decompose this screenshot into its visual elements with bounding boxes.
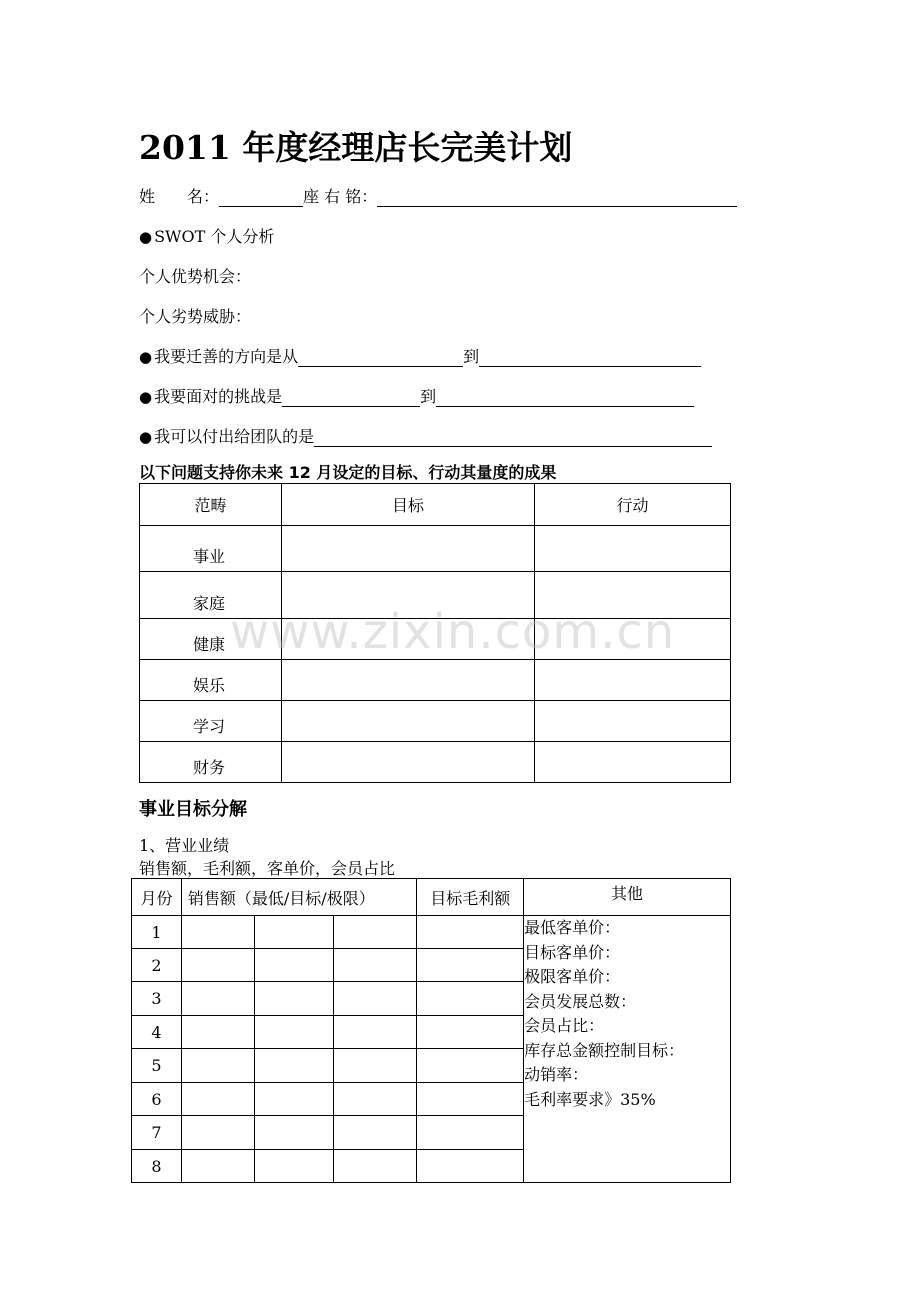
goals-category-cell: 学习 bbox=[140, 701, 282, 742]
other-item: 毛利率要求》35% bbox=[524, 1089, 656, 1109]
improve-to: 到 bbox=[463, 347, 480, 366]
goals-row bbox=[140, 660, 731, 701]
sales-max-cell[interactable] bbox=[333, 1116, 417, 1150]
gross-cell[interactable] bbox=[417, 1016, 524, 1049]
gross-cell[interactable] bbox=[417, 982, 524, 1016]
challenge-text: 我要面对的挑战是 bbox=[154, 387, 283, 406]
improve-from-field[interactable] bbox=[298, 348, 463, 367]
month-cell: 1 bbox=[132, 916, 182, 949]
goals-goal-cell[interactable] bbox=[282, 526, 535, 572]
improve-to-field[interactable] bbox=[479, 348, 701, 367]
goals-row bbox=[140, 701, 731, 742]
motto-label: 座 右 铭： bbox=[303, 187, 378, 206]
month-cell: 5 bbox=[132, 1049, 182, 1083]
challenge-to-field[interactable] bbox=[436, 388, 694, 407]
sales-target-cell[interactable] bbox=[254, 1150, 333, 1183]
challenge-line bbox=[139, 384, 694, 407]
sales-max-cell[interactable] bbox=[333, 916, 417, 949]
month-cell: 6 bbox=[132, 1083, 182, 1116]
name-motto-line bbox=[139, 184, 737, 207]
improve-text: 我要迁善的方向是从 bbox=[154, 347, 299, 366]
other-item: 动销率： bbox=[524, 1065, 589, 1084]
sales-target-cell[interactable] bbox=[254, 1049, 333, 1083]
bullet-icon: ● bbox=[139, 388, 153, 406]
sales-target-cell[interactable] bbox=[254, 916, 333, 949]
sales-min-cell[interactable] bbox=[181, 916, 254, 949]
bullet-icon: ● bbox=[139, 228, 153, 246]
goals-row bbox=[140, 526, 731, 572]
strength-label: 个人优势机会： bbox=[139, 267, 252, 286]
gross-cell[interactable] bbox=[417, 1150, 524, 1183]
challenge-from-field[interactable] bbox=[282, 388, 420, 407]
month-cell: 7 bbox=[132, 1116, 182, 1150]
sales-header-month: 月份 bbox=[132, 879, 182, 916]
sales-max-cell[interactable] bbox=[333, 982, 417, 1016]
other-item: 库存总金额控制目标： bbox=[524, 1040, 685, 1060]
sales-min-cell[interactable] bbox=[181, 1016, 254, 1049]
other-item: 会员占比： bbox=[524, 1016, 605, 1035]
watermark: www.zixin.com.cn bbox=[230, 604, 676, 660]
goals-action-cell[interactable] bbox=[535, 526, 731, 572]
sales-row bbox=[132, 916, 731, 949]
section-title: 事业目标分解 bbox=[139, 799, 247, 820]
goals-header-action: 行动 bbox=[535, 484, 731, 526]
goals-goal-cell[interactable] bbox=[282, 742, 535, 783]
weakness-label: 个人劣势威胁： bbox=[139, 307, 252, 326]
sales-max-cell[interactable] bbox=[333, 1049, 417, 1083]
document-title: 2011 年度经理店长完美计划 bbox=[139, 128, 573, 167]
sales-min-cell[interactable] bbox=[181, 949, 254, 982]
sales-min-cell[interactable] bbox=[181, 1150, 254, 1183]
goals-action-cell[interactable] bbox=[535, 742, 731, 783]
month-cell: 8 bbox=[132, 1150, 182, 1183]
sub-heading: 1、营业业绩 bbox=[139, 836, 230, 855]
support-heading: 以下问题支持你未来 12 月设定的目标、行动其量度的成果 bbox=[139, 463, 557, 482]
sales-min-cell[interactable] bbox=[181, 1083, 254, 1116]
sales-header-gross: 目标毛利额 bbox=[417, 879, 524, 916]
sales-header-other: 其他 bbox=[524, 879, 731, 916]
other-item: 最低客单价： bbox=[524, 918, 621, 937]
sales-min-cell[interactable] bbox=[181, 1116, 254, 1150]
motto-field[interactable] bbox=[377, 188, 737, 207]
goals-goal-cell[interactable] bbox=[282, 660, 535, 701]
goals-category-cell: 娱乐 bbox=[140, 660, 282, 701]
goals-goal-cell[interactable] bbox=[282, 701, 535, 742]
goals-category-cell: 家庭 bbox=[140, 572, 282, 619]
goals-header-row bbox=[140, 484, 731, 526]
give-field[interactable] bbox=[314, 428, 712, 447]
month-cell: 2 bbox=[132, 949, 182, 982]
improve-line bbox=[139, 344, 701, 367]
sales-target-cell[interactable] bbox=[254, 1083, 333, 1116]
challenge-to: 到 bbox=[420, 387, 437, 406]
give-text: 我可以付出给团队的是 bbox=[154, 427, 315, 446]
swot-line bbox=[139, 224, 274, 247]
sales-max-cell[interactable] bbox=[333, 1016, 417, 1049]
goals-category-cell: 健康 bbox=[140, 619, 282, 660]
other-item: 目标客单价： bbox=[524, 942, 621, 962]
name-field[interactable] bbox=[219, 188, 303, 207]
gross-cell[interactable] bbox=[417, 1049, 524, 1083]
other-item: 极限客单价： bbox=[524, 967, 621, 986]
sales-min-cell[interactable] bbox=[181, 982, 254, 1016]
name-label: 姓 名： bbox=[139, 187, 220, 206]
gross-cell[interactable] bbox=[417, 949, 524, 982]
month-cell: 3 bbox=[132, 982, 182, 1016]
sales-max-cell[interactable] bbox=[333, 1150, 417, 1183]
goals-row bbox=[140, 742, 731, 783]
other-item: 会员发展总数： bbox=[524, 991, 637, 1011]
sub-description: 销售额，毛利额，客单价，会员占比 bbox=[139, 859, 396, 878]
gross-cell[interactable] bbox=[417, 1083, 524, 1116]
sales-header-sales: 销售额（最低/目标/极限） bbox=[181, 879, 416, 916]
bullet-icon: ● bbox=[139, 428, 153, 446]
goals-action-cell[interactable] bbox=[535, 701, 731, 742]
gross-cell[interactable] bbox=[417, 916, 524, 949]
sales-min-cell[interactable] bbox=[181, 1049, 254, 1083]
gross-cell[interactable] bbox=[417, 1116, 524, 1150]
give-line bbox=[139, 424, 712, 447]
goals-action-cell[interactable] bbox=[535, 660, 731, 701]
goals-header-category: 范畴 bbox=[140, 484, 282, 526]
sales-target-cell[interactable] bbox=[254, 982, 333, 1016]
goals-category-cell: 财务 bbox=[140, 742, 282, 783]
sales-target-cell[interactable] bbox=[254, 949, 333, 982]
sales-target-cell[interactable] bbox=[254, 1016, 333, 1049]
goals-header-goal: 目标 bbox=[282, 484, 535, 526]
month-cell: 4 bbox=[132, 1016, 182, 1049]
goals-category-cell: 事业 bbox=[140, 526, 282, 572]
sales-target-cell[interactable] bbox=[254, 1116, 333, 1150]
sales-header-row bbox=[132, 879, 731, 916]
bullet-icon: ● bbox=[139, 348, 153, 366]
sales-max-cell[interactable] bbox=[333, 1083, 417, 1116]
sales-max-cell[interactable] bbox=[333, 949, 417, 982]
other-cell bbox=[524, 916, 731, 1183]
swot-heading: SWOT 个人分析 bbox=[154, 227, 275, 246]
sales-table bbox=[131, 878, 731, 1183]
